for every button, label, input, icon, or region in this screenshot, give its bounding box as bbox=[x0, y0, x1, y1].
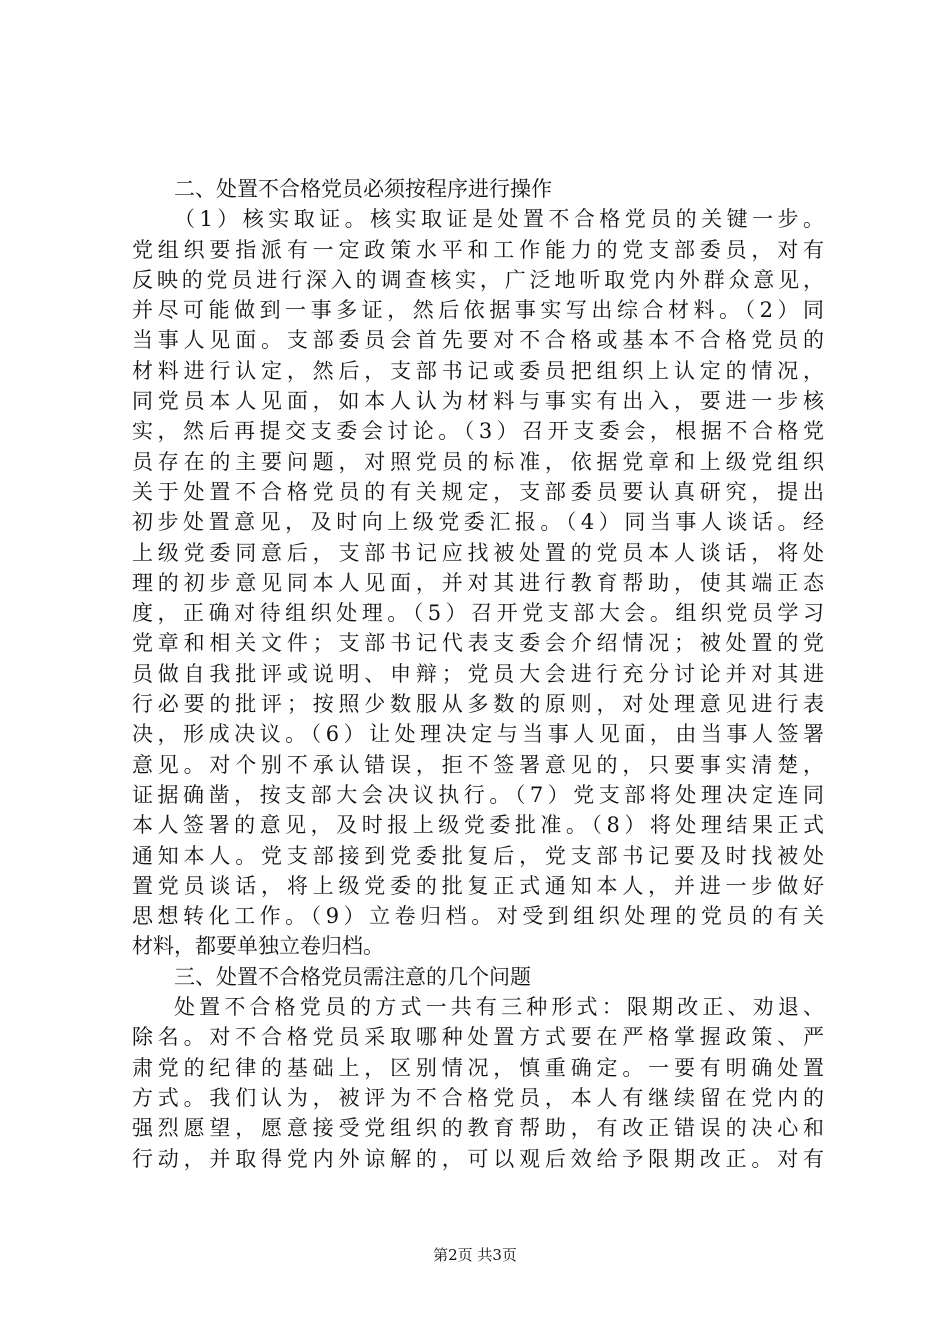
paragraph-line: 决，形成决议。（6）让处理决定与当事人见面，由当事人签署 bbox=[132, 722, 824, 747]
paragraph-line: 员存在的主要问题，对照党员的标准，依据党章和上级党组织 bbox=[132, 449, 824, 474]
paragraph-line: 上级党委同意后，支部书记应找被处置的党员本人谈话，将处 bbox=[132, 540, 824, 565]
paragraph-line: 行必要的批评；按照少数服从多数的原则，对处理意见进行表 bbox=[132, 692, 824, 717]
paragraph-line: 行动，并取得党内外谅解的，可以观后效给予限期改正。对有 bbox=[132, 1146, 824, 1171]
paragraph-line: 除名。对不合格党员采取哪种处置方式要在严格掌握政策、严 bbox=[132, 1025, 824, 1050]
paragraph-line: （1）核实取证。核实取证是处置不合格党员的关键一步。 bbox=[174, 207, 824, 232]
paragraph-line: 意见。对个别不承认错误，拒不签署意见的，只要事实清楚， bbox=[132, 752, 824, 777]
paragraph-line: 党章和相关文件；支部书记代表支委会介绍情况；被处置的党 bbox=[132, 631, 824, 656]
section-heading: 二、处置不合格党员必须按程序进行操作 bbox=[174, 177, 552, 201]
paragraph-line: 置党员谈话，将上级党委的批复正式通知本人，并进一步做好 bbox=[132, 873, 824, 898]
paragraph-line: 并尽可能做到一事多证，然后依据事实写出综合材料。（2）同 bbox=[132, 298, 824, 323]
paragraph-line: 反映的党员进行深入的调查核实，广泛地听取党内外群众意见， bbox=[132, 267, 824, 292]
paragraph-line: 肃党的纪律的基础上，区别情况，慎重确定。一要有明确处置 bbox=[132, 1055, 824, 1080]
paragraph-line: 思想转化工作。（9）立卷归档。对受到组织处理的党员的有关 bbox=[132, 904, 824, 929]
section-heading: 三、处置不合格党员需注意的几个问题 bbox=[174, 964, 531, 989]
paragraph-line: 强烈愿望，愿意接受党组织的教育帮助，有改正错误的决心和 bbox=[132, 1116, 824, 1141]
paragraph-line: 同党员本人见面，如本人认为材料与事实有出入，要进一步核 bbox=[132, 389, 824, 414]
paragraph-line: 员做自我批评或说明、申辩；党员大会进行充分讨论并对其进 bbox=[132, 661, 824, 686]
paragraph-line: 党组织要指派有一定政策水平和工作能力的党支部委员，对有 bbox=[132, 237, 824, 262]
page-number-footer: 第2页 共3页 bbox=[433, 1246, 517, 1264]
document-body bbox=[132, 174, 824, 1174]
paragraph-line: 处置不合格党员的方式一共有三种形式：限期改正、劝退、 bbox=[174, 995, 824, 1020]
paragraph-line: 通知本人。党支部接到党委批复后，党支部书记要及时找被处 bbox=[132, 843, 824, 868]
paragraph-line: 材料，都要单独立卷归档。 bbox=[132, 934, 384, 959]
paragraph-line: 本人签署的意见，及时报上级党委批准。（8）将处理结果正式 bbox=[132, 813, 824, 838]
paragraph-line: 关于处置不合格党员的有关规定，支部委员要认真研究，提出 bbox=[132, 479, 824, 504]
paragraph-line: 当事人见面。支部委员会首先要对不合格或基本不合格党员的 bbox=[132, 328, 824, 353]
paragraph-line: 材料进行认定，然后，支部书记或委员把组织上认定的情况， bbox=[132, 358, 824, 383]
paragraph-line: 证据确凿，按支部大会决议执行。（7）党支部将处理决定连同 bbox=[132, 782, 824, 807]
paragraph-line: 度，正确对待组织处理。（5）召开党支部大会。组织党员学习 bbox=[132, 601, 824, 626]
paragraph-line: 理的初步意见同本人见面，并对其进行教育帮助，使其端正态 bbox=[132, 570, 824, 595]
paragraph-line: 方式。我们认为，被评为不合格党员，本人有继续留在党内的 bbox=[132, 1085, 824, 1110]
paragraph-line: 初步处置意见，及时向上级党委汇报。（4）同当事人谈话。经 bbox=[132, 510, 824, 535]
paragraph-line: 实，然后再提交支委会讨论。（3）召开支委会，根据不合格党 bbox=[132, 419, 824, 444]
